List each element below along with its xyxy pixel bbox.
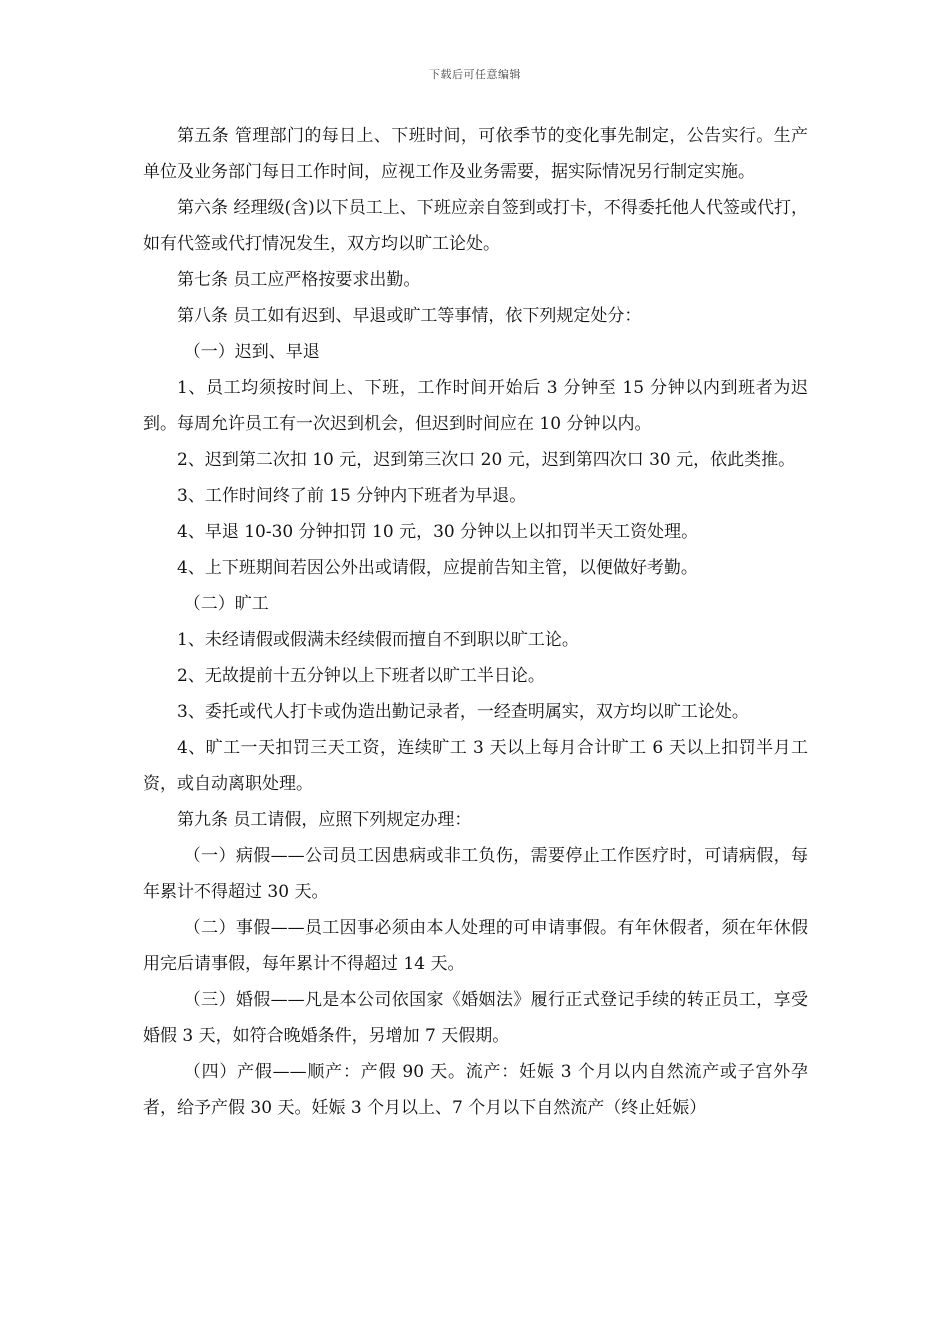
list-item: 4、旷工一天扣罚三天工资，连续旷工 3 天以上每月合计旷工 6 天以上扣罚半月工资，或自动离职处理。 xyxy=(143,738,808,794)
section-heading-late-early: （一）迟到、早退 xyxy=(183,342,320,362)
paragraph-article-9: 第九条 员工请假，应照下列规定办理： xyxy=(177,810,472,830)
leave-item-personal: （二）事假——员工因事必须由本人处理的可申请事假。有年休假者，须在年休假用完后请事假，每年累计不得超过 14 天。 xyxy=(143,918,808,974)
leave-item-maternity: （四）产假——顺产：产假 90 天。流产：妊娠 3 个月以内自然流产或子宫外孕者，给予产假 30 天。妊娠 3 个月以上、7 个月以下自然流产（终止妊娠） xyxy=(143,1062,808,1118)
leave-item-sick: （一）病假——公司员工因患病或非工负伤，需要停止工作医疗时，可请病假，每年累计不得超过 30 天。 xyxy=(143,846,808,902)
list-item: 4、上下班期间若因公外出或请假，应提前告知主管，以便做好考勤。 xyxy=(177,558,698,578)
list-item: 1、员工均须按时间上、下班，工作时间开始后 3 分钟至 15 分钟以内到班者为迟到。每周允许员工有一次迟到机会，但迟到时间应在 10 分钟以内。 xyxy=(143,378,808,434)
page-header: 下载后可任意编辑 xyxy=(429,68,521,81)
leave-item-marriage: （三）婚假——凡是本公司依国家《婚姻法》履行正式登记手续的转正员工，享受婚假 3 天，如符合晚婚条件，另增加 7 天假期。 xyxy=(143,990,808,1046)
paragraph-article-6: 第六条 经理级(含)以下员工上、下班应亲自签到或打卡，不得委托他人代签或代打，如有代签或代打情况发生，双方均以旷工论处。 xyxy=(143,198,808,254)
paragraph-article-8: 第八条 员工如有迟到、早退或旷工等事情，依下列规定处分： xyxy=(177,306,642,326)
document-body xyxy=(143,118,808,1126)
list-item: 3、工作时间终了前 15 分钟内下班者为早退。 xyxy=(177,486,527,506)
list-item: 1、未经请假或假满未经续假而擅自不到职以旷工论。 xyxy=(177,630,579,650)
paragraph-article-7: 第七条 员工应严格按要求出勤。 xyxy=(177,270,421,290)
list-item: 4、早退 10-30 分钟扣罚 10 元，30 分钟以上以扣罚半天工资处理。 xyxy=(177,522,699,542)
list-item: 2、无故提前十五分钟以上下班者以旷工半日论。 xyxy=(177,666,545,686)
list-item: 2、迟到第二次扣 10 元，迟到第三次口 20 元，迟到第四次口 30 元，依此类推。 xyxy=(177,450,796,470)
section-heading-absence: （二）旷工 xyxy=(183,594,269,614)
list-item: 3、委托或代人打卡或伪造出勤记录者，一经查明属实，双方均以旷工论处。 xyxy=(177,702,749,722)
paragraph-article-5: 第五条 管理部门的每日上、下班时间，可依季节的变化事先制定，公告实行。生产单位及业务部门每日工作时间，应视工作及业务需要，据实际情况另行制定实施。 xyxy=(143,126,808,182)
